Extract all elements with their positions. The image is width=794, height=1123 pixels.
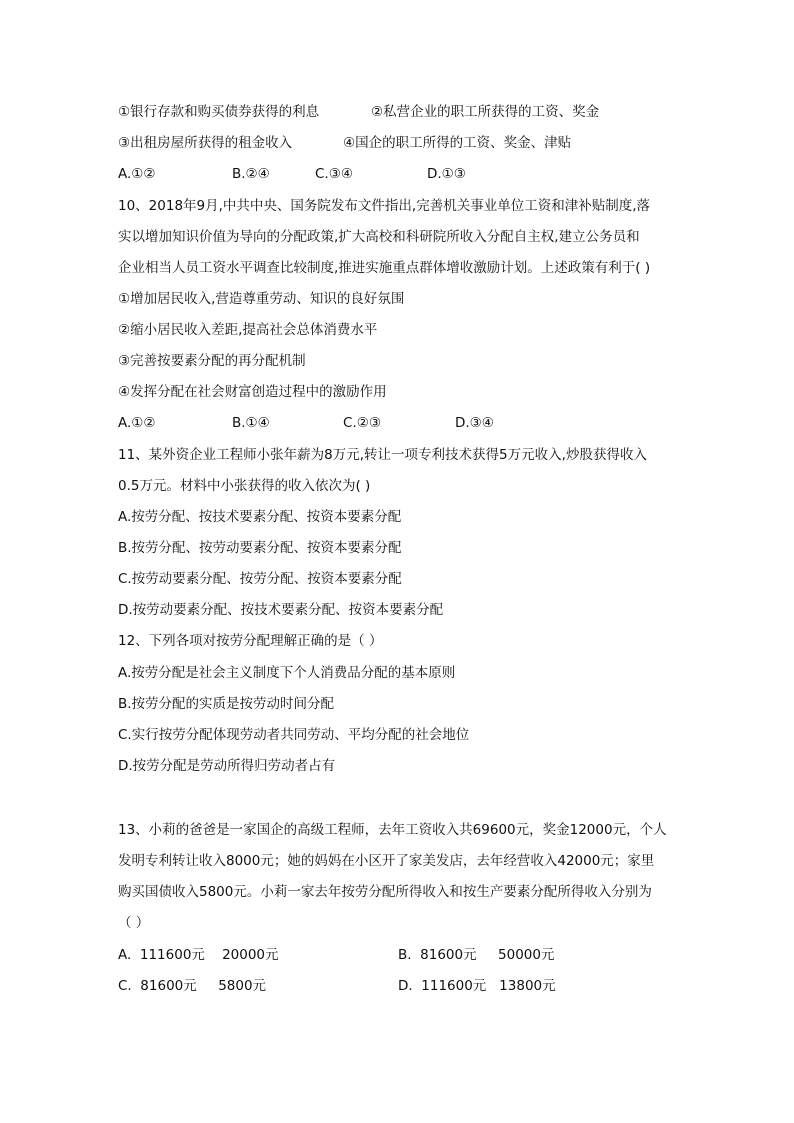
q10-stem-line: 10、2018年9月,中共中央、国务院发布文件指出,完善机关事业单位工资和津补贴制度,落 [118,198,650,214]
q10-choice-4: ④发挥分配在社会财富创造过程中的激励作用 [118,384,387,400]
q12-stem: 12、下列各项对按劳分配理解正确的是（ ） [118,633,383,649]
q13-answer-paren: （ ） [118,915,150,931]
q11-stem-line: 0.5万元。材料中小张获得的收入依次为( ) [118,478,371,494]
q11-option-d: D.按劳动要素分配、按技术要素分配、按资本要素分配 [118,602,444,618]
q9-choice-2: ②私营企业的职工所获得的工资、奖金 [371,104,600,120]
q9-option-b: B.②④ [232,166,270,182]
q10-option-d: D.③④ [455,415,494,431]
q10-choice-3: ③完善按要素分配的再分配机制 [118,353,306,369]
q9-option-a: A.①② [118,166,156,182]
q11-option-a: A.按劳分配、按技术要素分配、按资本要素分配 [118,509,402,525]
q9-choice-1: ①银行存款和购买债券获得的利息 [118,104,320,120]
q13-option-a: A. 111600元 20000元 [118,947,279,963]
q9-option-c: C.③④ [315,166,353,182]
q9-option-d: D.①③ [427,166,466,182]
q10-stem-line: 实以增加知识价值为导向的分配政策,扩大高校和科研院所收入分配自主权,建立公务员和 [118,229,640,245]
q12-option-c: C.实行按劳分配体现劳动者共同劳动、平均分配的社会地位 [118,727,470,743]
q13-stem-line: 13、小莉的爸爸是一家国企的高级工程师，去年工资收入共69600元，奖金12000元，个人 [118,822,667,838]
q10-option-a: A.①② [118,415,156,431]
q9-choice-4: ④国企的职工所得的工资、奖金、津贴 [343,135,572,151]
q10-option-b: B.①④ [232,415,270,431]
q10-choice-1: ①增加居民收入,营造尊重劳动、知识的良好氛围 [118,291,405,307]
q12-option-b: B.按劳分配的实质是按劳动时间分配 [118,696,335,712]
q10-choice-2: ②缩小居民收入差距,提高社会总体消费水平 [118,322,378,338]
q10-option-c: C.②③ [343,415,381,431]
q12-option-d: D.按劳分配是劳动所得归劳动者占有 [118,758,336,774]
q13-option-d: D. 111600元 13800元 [398,978,556,994]
q11-option-c: C.按劳动要素分配、按劳分配、按资本要素分配 [118,571,402,587]
q9-choice-3: ③出租房屋所获得的租金收入 [118,135,293,151]
q10-stem-line: 企业相当人员工资水平调查比较制度,推进实施重点群体增收激励计划。上述政策有利于( ) [118,260,651,276]
q13-option-c: C. 81600元 5800元 [118,978,267,994]
q11-option-b: B.按劳分配、按劳动要素分配、按资本要素分配 [118,540,402,556]
q11-stem-line: 11、某外资企业工程师小张年薪为8万元,转让一项专利技术获得5万元收入,炒股获得收入 [118,447,647,463]
q13-stem-line: 购买国债收入5800元。小莉一家去年按劳分配所得收入和按生产要素分配所得收入分别为 [118,884,652,900]
q12-option-a: A.按劳分配是社会主义制度下个人消费品分配的基本原则 [118,665,456,681]
q13-stem-line: 发明专利转让收入8000元；她的妈妈在小区开了家美发店，去年经营收入42000元；家里 [118,853,655,869]
q13-option-b: B. 81600元 50000元 [398,947,555,963]
